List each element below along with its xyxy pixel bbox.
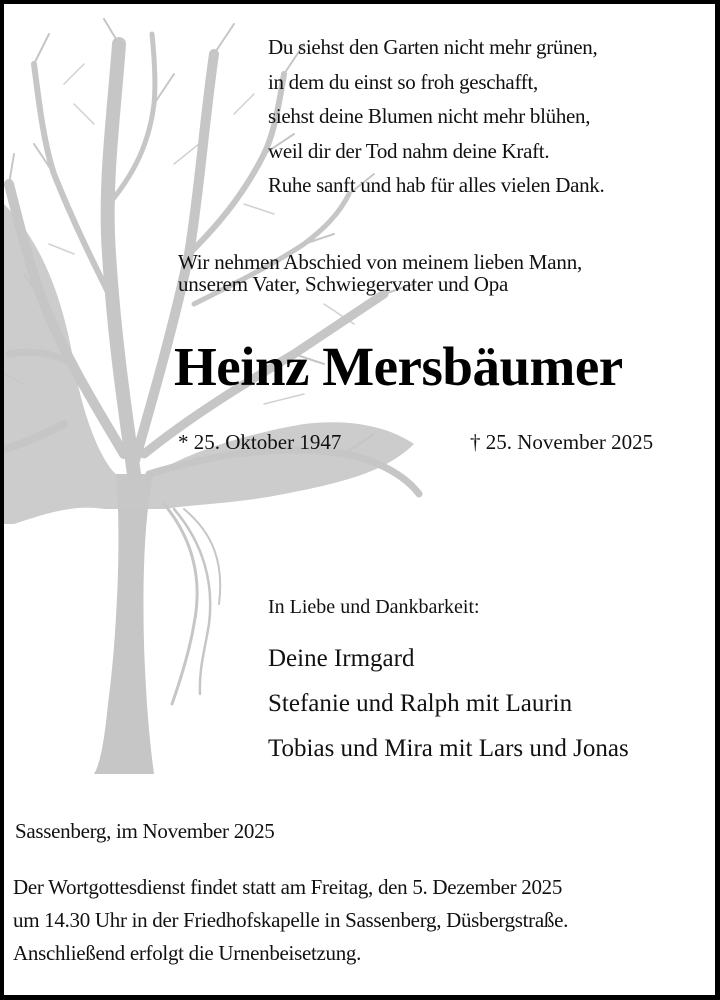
deceased-name: Heinz Mersbäumer [174, 336, 623, 397]
intro-line: Wir nehmen Abschied von meinem lieben Mann, [178, 250, 583, 274]
poem-line: Ruhe sanft und hab für alles vielen Dank. [268, 173, 605, 197]
poem-line: in dem du einst so froh geschafft, [268, 69, 538, 94]
poem-line: siehst deine Blumen nicht mehr blühen, [268, 104, 591, 128]
death-date: † 25. November 2025 [470, 430, 654, 454]
poem-line: weil dir der Tod nahm deine Kraft. [268, 138, 550, 163]
family-members [268, 636, 629, 771]
family-member: Tobias und Mira mit Lars und Jonas [268, 735, 629, 762]
poem [268, 30, 604, 203]
intro-line: unserem Vater, Schwiegervater und Opa [178, 272, 509, 296]
service-line: Anschließend erfolgt die Urnenbeisetzung. [13, 941, 362, 965]
family-member: Stefanie und Ralph mit Laurin [268, 690, 573, 717]
birth-date: * 25. Oktober 1947 [178, 430, 342, 454]
obituary-card [4, 4, 715, 995]
service-line: Der Wortgottesdienst findet statt am Freitag, den 5. Dezember 2025 [13, 875, 563, 899]
farewell-intro [178, 251, 582, 295]
family-intro: In Liebe und Dankbarkeit: [268, 596, 480, 618]
service-info [13, 871, 568, 970]
service-line: um 14.30 Uhr in der Friedhofskapelle in Sassenberg, Düsbergstraße. [13, 908, 569, 932]
place-date: Sassenberg, im November 2025 [15, 819, 275, 843]
family-member: Deine Irmgard [268, 645, 415, 672]
poem-line: Du siehst den Garten nicht mehr grünen, [268, 35, 598, 59]
